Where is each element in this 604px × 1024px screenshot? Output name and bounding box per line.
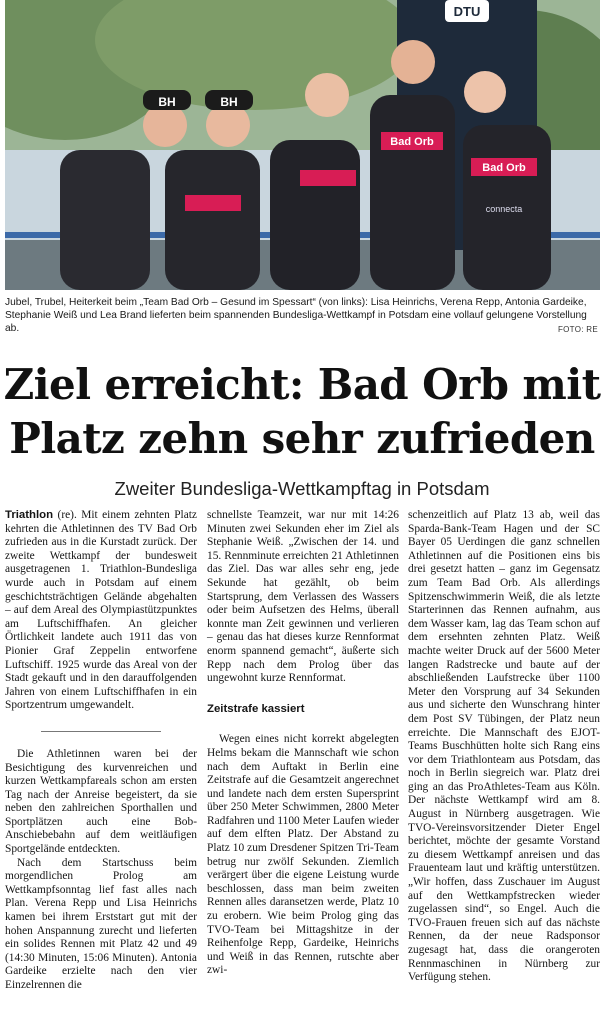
photo-credit: FOTO: RE	[557, 325, 598, 334]
column-divider	[41, 731, 161, 732]
article-column-1	[5, 509, 197, 993]
photo-caption: Jubel, Trubel, Heiterkeit beim „Team Bad Orb – Gesund im Spessart“ (von links): Lisa Heinrichs, Verena Repp, Antonia Gardeike, Stephanie Weiß und Lea Brand lieferten beim spannenden Bundesliga-Wettkampf in Potsdam eine vollauf gelungene Vorstellung ab.	[5, 297, 587, 334]
article-paragraph: schenzeitlich auf Platz 13 ab, weil das Sparda-Bank-Team Hagen und der SC Bayer 05 Uerdingen die ganz schnellen Athletinnen auf die Positionen eins bis drei gesetzt hatten – ganz im Gegensatz zum Team Bad Orb. Als allerdings Spitzenschwimmerin Weiß, die als letzte Starterinnen das Rennen aufnahm, aus dem Wasser kam, lag das Team schon auf dem ersehnten zehnten Platz. Weiß machte weiter Druck auf der 5600 Meter langen Radstrecke und baute auf der abschließenden Laufstrecke über 1100 Meter den Vorsprung auf 34 Sekunden aus und sicherte den Wunschrang hinter dem Post SV Tübingen, der Platz neun erreichte. Die Mannschaft des EJOT-Teams Buschhütten holte sich Rang eins vor dem Triathlonteam aus Potsdam, das noch in Berlin siegreich war. Platz drei ging an das ProAthletes-Team aus Köln. Der nächste Wettkampf wird am 8. August in Nürnberg ausgetragen. Wie TVO-Vereinsvorsitzender Dieter Engel berichtet, möchte der gesamte Vorstand zu diesem Wettkampf anreisen und das Frauenteam laut und kräftig unterstützen. „Wir hoffen, dass Zuschauer im August auf den Wettkampfstrecken wieder zugelassen sind“, so Engel. Auch die TVO-Frauen freuen sich auf das nächste Rennen, da der neue Radsponsor zugesagt hat, dass die orangeroten Rennmaschinen in Nürnberg zur Verfügung stehen.	[408, 509, 600, 984]
cap-logo: BH	[158, 95, 176, 109]
headline-line-1: Ziel erreicht: Bad Orb mit	[3, 360, 601, 409]
subheadline: Zweiter Bundesliga-Wettkampftag in Potsdam	[114, 478, 490, 499]
dateline: Triathlon	[5, 509, 54, 521]
headline-line-2: Platz zehn sehr zufrieden	[9, 414, 595, 463]
team-photo-illustration	[5, 0, 600, 290]
jersey-label: Bad Orb	[390, 136, 434, 148]
jersey-sponsor: connecta	[485, 204, 523, 214]
article-subheading: Zeitstrafe kassiert	[207, 702, 305, 715]
sign-text: DTU	[453, 4, 481, 19]
cap-logo: BH	[220, 95, 238, 109]
article-paragraph: schnellste Teamzeit, war nur mit 14:26 Minuten zwei Sekunden eher im Ziel als Stephanie Weiß. „Zwischen der 14. und 15. Rennminute erreichten 21 Athletinnen das Ziel. Das war alles sehr eng, jede Sekunde hat gezählt, ob beim Startsprung, dem Verlassen des Wassers oder beim Aufsetzen des Helms, überall konnte man Zeit gewinnen und verlieren – genau das hat dieses kurze Rennformat enorm spannend gemacht“, äußerte sich Repp nach dem Prolog über das ungewohnt kurze Rennformat.	[207, 509, 399, 685]
paragraph-text: (re). Mit einem zehnten Platz kehrten die Athletinnen des TV Bad Orb zufrieden aus in die Kurstadt zurück. Der zweite Wettkampf der bundesweit ausgetragenen 1. Triathlon-Bundesliga wurde auch in Potsdam auf einem geschichtsträchtigen Gelände abgehalten – auf dem Areal des Olympiastützpunktes am Luftschiffhafen. An gleicher Örtlichkeit landete auch 1911 das von Pionier Graf Zeppelin entworfene Luftschiff. 1925 wurde das Areal von der Stadt gekauft und in den darauffolgenden Jahren von einem Luftschiffhafen in ein Sportzentrum umgewandelt.	[5, 509, 197, 712]
jersey-label: Bad Orb	[482, 162, 526, 174]
article-paragraph	[5, 509, 197, 713]
article-paragraph: Nach dem Startschuss beim morgendlichen Prolog am Wettkampfsonntag lief fast alles nach Plan. Verena Repp und Lisa Heinrichs kamen bei ihrem Erststart gut mit der hohen Anspannung zurecht und lieferten ein solides Rennen mit Platz 42 und 49 (14:30 Minuten, 15:06 Minuten). Antonia Gardeike erzielte nach den vier Einzelrennen die	[5, 856, 197, 991]
article-column-2	[207, 509, 399, 978]
article-paragraph: Die Athletinnen waren bei der Besichtigung des kurvenreichen und kurzen Wettkampfareals schon am ersten Tag nach der Anreise begeistert, da sie neben den zahlreichen Sporthallen und Sportplätzen auch eine Bob-Anschiebebahn auf dem weitläufigen Sportgelände entdeckten.	[5, 747, 197, 856]
team-photo	[5, 0, 600, 290]
headline	[0, 358, 604, 466]
article-column-3	[408, 509, 600, 985]
article-paragraph: Wegen eines nicht korrekt abgelegten Helms bekam die Mannschaft wie schon nach dem Auftakt in Berlin eine Zeitstrafe auf die Gesamtzeit angerechnet und landete nach dem ersten Supersprint über 250 Meter Schwimmen, 2800 Meter Radfahren und 1100 Meter Laufen wieder auf dem elften Platz. Der Abstand zu Platz 10 zum Dresdener Spitzen Tri-Team betrug nur zwölf Sekunden. Ziemlich verärgert über die eigene Leistung wurde beschlossen, dass man beim zweiten Rennen alles daransetzen werde, Platz 10 zu erobern. Wie beim Prolog ging das TVO-Team bei Mittagshitze in der Reihenfolge Repp, Gardeike, Heinrichs und Weiß in das Rennen, rutschte aber zwi-	[207, 733, 399, 977]
